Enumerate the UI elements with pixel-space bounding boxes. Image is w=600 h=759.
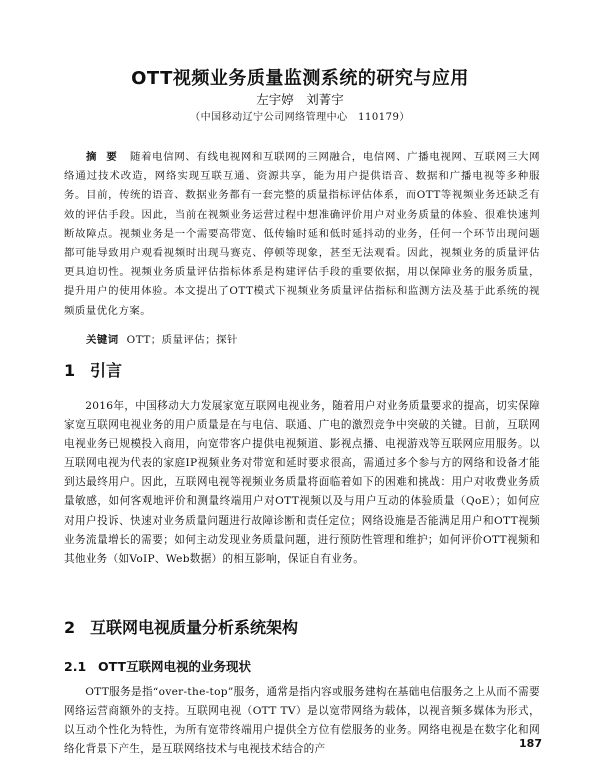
abstract-text: 随着电信网、有线电视网和互联网的三网融合，电信网、广播电视网、互联网三大网络通过技术改造，网络实现互联互通、资源共享，能为用户提供语音、数据和广播电视等多种服务。目前，传统的语音、数据业务都有一套完整的质量指标评估体系，而OTT等视频业务还缺乏有效的评估手段。因此，当前在视频业务运营过程中想准确评价用户对业务质量的体验、很难快速判断故障点。视频业务是一个需要高带宽、低传输时延和低时延抖动的业务，任何一个环节出现问题都可能导致用户观看视频时出现马赛克、停顿等现象，甚至无法观看。因此，视频业务的质量评估更具迫切性。视频业务质量评估指标体系是构建评估手段的重要依据，用以保障业务的服务质量，提升用户的使用体验。本文提出了OTT模式下视频业务质量评估指标和监测方法及基于此系统的视频质量优化方案。 bbox=[64, 151, 541, 317]
subsection-heading-2-1 bbox=[64, 657, 251, 675]
section-title: 互联网电视质量分析系统架构 bbox=[90, 618, 299, 637]
keywords bbox=[86, 331, 546, 346]
paper-title: OTT视频业务质量监测系统的研究与应用 bbox=[131, 68, 469, 89]
section-title: 引言 bbox=[90, 361, 123, 380]
subsection-number: 2.1 bbox=[64, 659, 87, 674]
subsection-title: OTT互联网电视的业务现状 bbox=[98, 659, 251, 674]
subsection-2-1-paragraph: OTT服务是指“over-the-top”服务，通常是指内容或服务建构在基础电信服务之上从而不需要网络运营商额外的支持。互联网电视（OTT TV）是以宽带网络为载体，以视音频多媒体为形式，以互动个性化为特性，为所有宽带终端用户提供全方位有偿服务的业务。网络电视是在数字化和网络化背景下产生，是互联网络技术与电视技术结合的产 bbox=[64, 686, 540, 756]
abstract-label: 摘 要 bbox=[86, 151, 120, 163]
keywords-label: 关键词 bbox=[86, 334, 119, 346]
page-number: 187 bbox=[519, 737, 542, 750]
abstract bbox=[64, 148, 540, 321]
section-heading-2 bbox=[64, 615, 298, 638]
keywords-text: OTT；质量评估；探针 bbox=[126, 334, 238, 346]
paper-affiliation: （中国移动辽宁公司网络管理中心 110179） bbox=[190, 112, 410, 123]
section-number: 2 bbox=[64, 618, 76, 637]
paper-authors: 左宇婷 刘菁宇 bbox=[256, 92, 344, 107]
section-number: 1 bbox=[64, 361, 76, 380]
section-heading-1 bbox=[64, 358, 122, 381]
section-1-paragraph: 2016年，中国移动大力发展家宽互联网电视业务，随着用户对业务质量要求的提高，切实保障家宽互联网电视业务的用户质量是在与电信、联通、广电的激烈竞争中突破的关键。目前，互联网电视业务已规模投入商用，向宽带客户提供电视频道、影视点播、电视游戏等互联网应用服务。以互联网电视为代表的家庭IP视频业务对带宽和延时要求很高，需通过多个参与方的网络和设备才能到达最终用户。因此，互联网电视等视频业务质量将面临着如下的困难和挑战：用户对收费业务质量敏感，如何客观地评价和测量终端用户对OTT视频以及与用户互动的体验质量（QoE）；如何应对用户投诉、快速对业务质量问题进行故障诊断和责任定位；网络设施是否能满足用户和OTT视频业务流量增长的需要；如何主动发现业务质量问题，进行预防性管理和维护；如何评价OTT视频和其他业务（如VoIP、Web数据）的相互影响，保证自有业务。 bbox=[64, 400, 540, 565]
